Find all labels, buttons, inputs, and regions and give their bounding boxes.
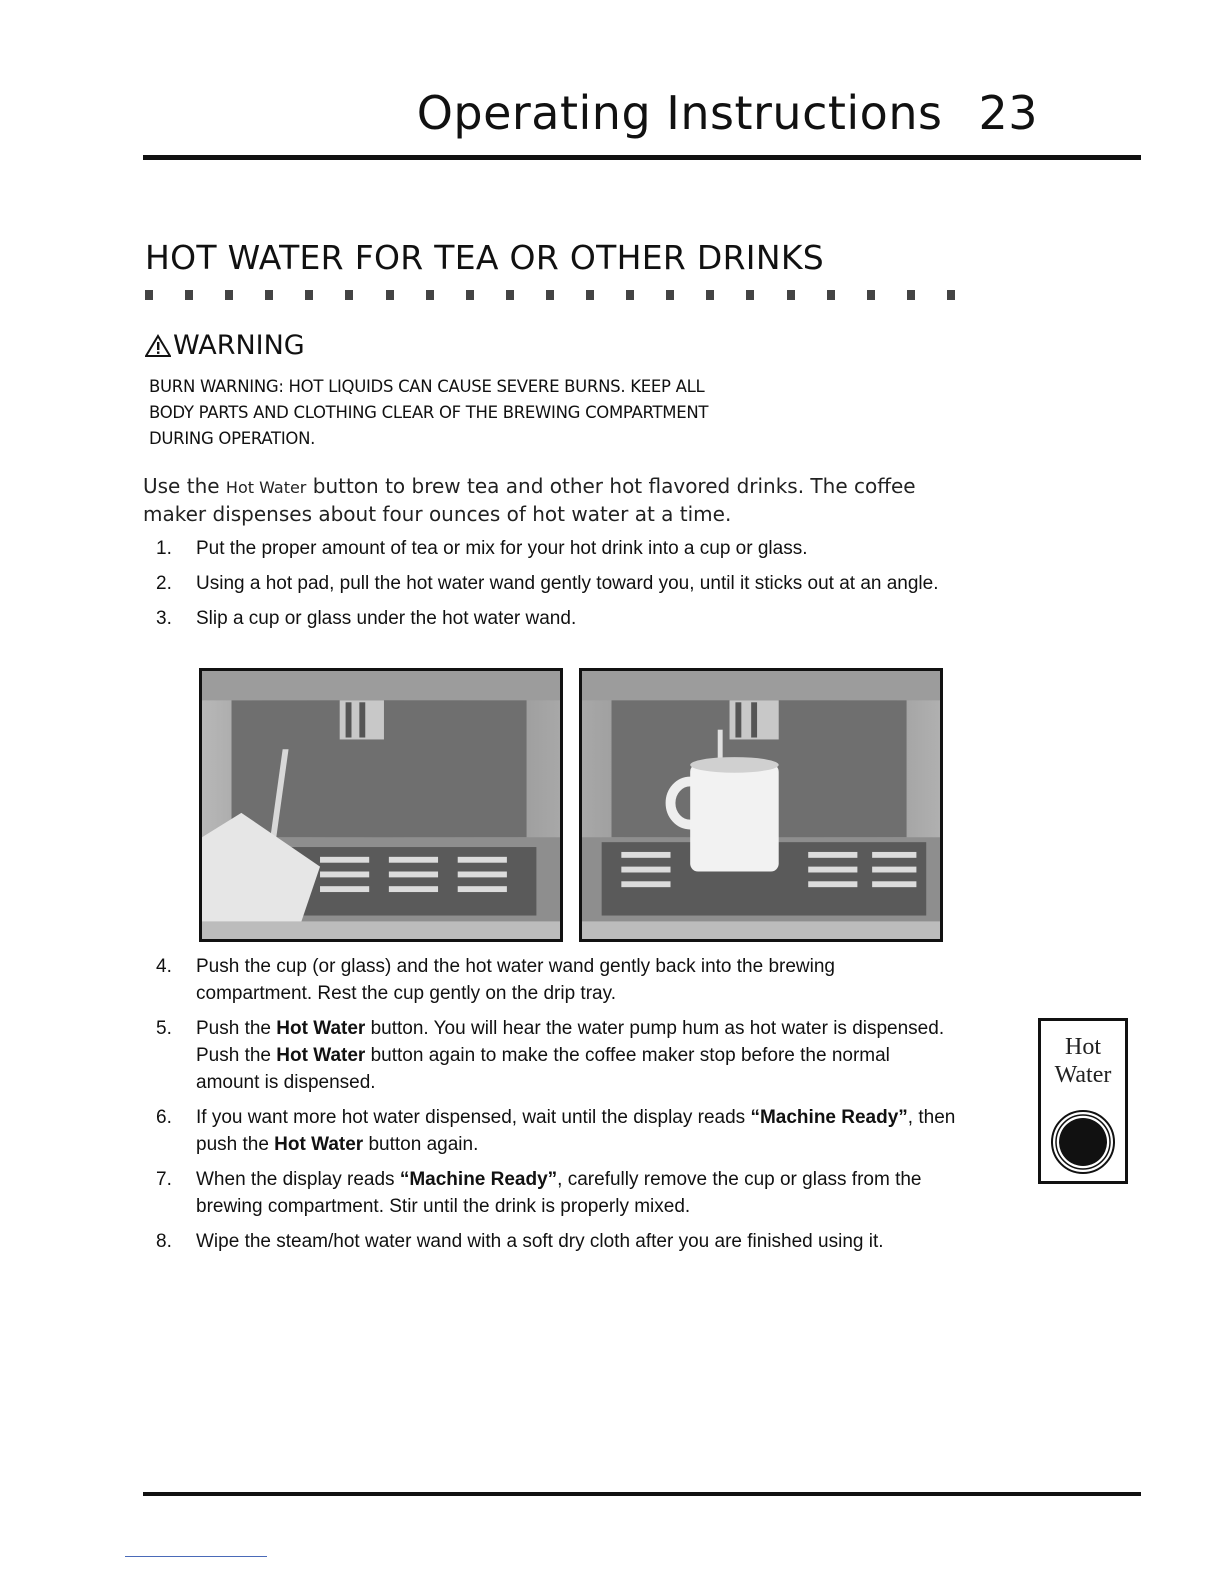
steps-list-bottom — [156, 953, 956, 1263]
header-title — [417, 86, 1038, 140]
hot-water-label: Hot Water — [1054, 1034, 1112, 1088]
list-item: 1. Put the proper amount of tea or mix for your hot drink into a cup or glass. — [156, 538, 808, 559]
steps-list-top — [156, 535, 956, 640]
intro-paragraph: Use the Hot Water button to brew tea and other hot flavored drinks. The coffee maker dispenses about four ounces of hot water at a time. — [143, 474, 916, 526]
dotted-divider — [145, 290, 955, 302]
warning-text — [149, 374, 849, 452]
photo-cup-under-wand — [579, 668, 943, 942]
list-item: 7. When the display reads “Machine Ready”, carefully remove the cup or glass from the brewing compartment. Stir until the drink is properly mixed. — [156, 1169, 922, 1217]
warning-line: BURN WARNING: HOT LIQUIDS CAN CAUSE SEVERE BURNS. KEEP ALL — [149, 377, 705, 396]
footer-underline — [125, 1556, 267, 1557]
section-title: HOT WATER FOR TEA OR OTHER DRINKS — [145, 238, 825, 277]
list-item: 3. Slip a cup or glass under the hot water wand. — [156, 608, 577, 629]
photo-pull-wand — [199, 668, 563, 942]
list-item: 5. Push the Hot Water button. You will hear the water pump hum as hot water is dispensed. Push the Hot Water button again to make the coffee maker stop before the normal amount is dispensed. — [156, 1018, 945, 1093]
list-item: 8. Wipe the steam/hot water wand with a soft dry cloth after you are finished using it. — [156, 1231, 884, 1252]
warning-title: WARNING — [173, 330, 305, 361]
warning-line: DURING OPERATION. — [149, 429, 316, 448]
footer-rule — [143, 1492, 1141, 1496]
header-title-text: Operating Instructions — [416, 86, 943, 140]
list-item: 2. Using a hot pad, pull the hot water wand gently toward you, until it sticks out at an angle. — [156, 573, 939, 594]
page-number: 23 — [978, 86, 1038, 140]
warning-triangle-icon — [145, 334, 171, 358]
page-header — [143, 78, 1141, 158]
warning-line: BODY PARTS AND CLOTHING CLEAR OF THE BREWING COMPARTMENT — [149, 403, 709, 422]
header-rule — [143, 155, 1141, 160]
hot-water-inline-label: Hot Water — [225, 478, 307, 497]
hot-water-button-illustration — [1038, 1018, 1128, 1184]
list-item: 6. If you want more hot water dispensed, wait until the display reads “Machine Ready”, then push the Hot Water button again. — [156, 1107, 956, 1155]
round-button-icon — [1050, 1109, 1116, 1175]
list-item: 4. Push the cup (or glass) and the hot water wand gently back into the brewing compartment. Rest the cup gently on the drip tray. — [156, 956, 835, 1004]
warning-heading — [145, 330, 305, 361]
